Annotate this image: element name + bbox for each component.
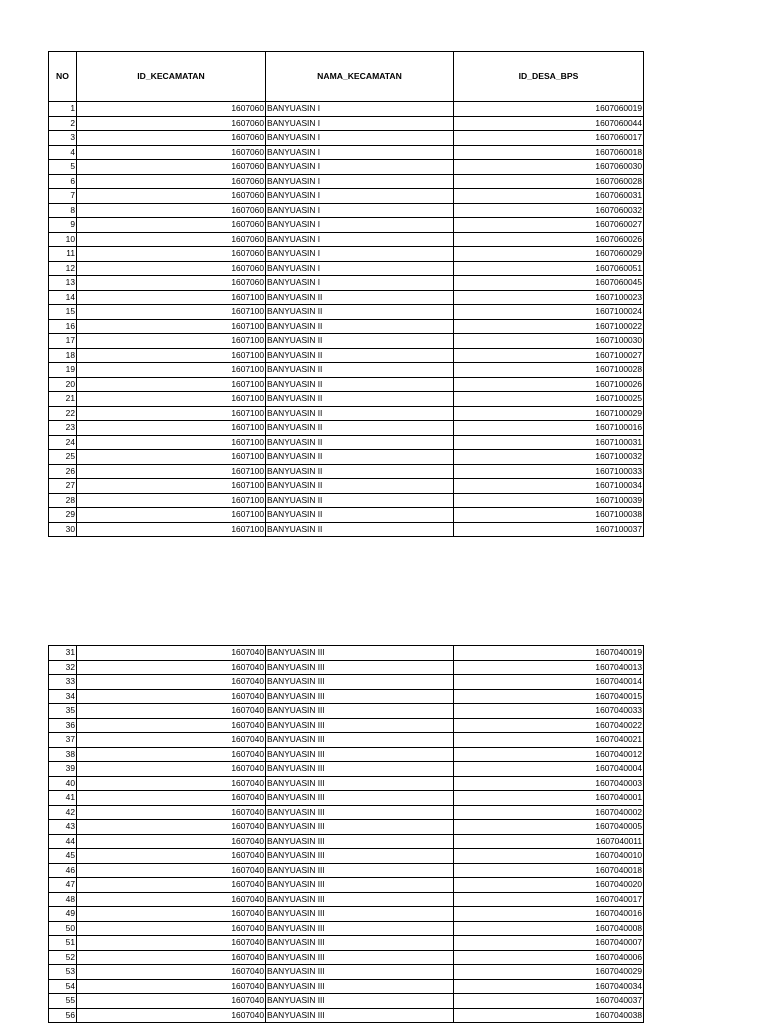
cell-no: 15 xyxy=(49,305,77,320)
cell-nama-kecamatan: BANYUASIN II xyxy=(266,493,454,508)
cell-id-kecamatan: 1607100 xyxy=(77,406,266,421)
table-row xyxy=(49,131,644,146)
table-row xyxy=(49,116,644,131)
cell-id-kecamatan: 1607060 xyxy=(77,203,266,218)
cell-no: 28 xyxy=(49,493,77,508)
table-row xyxy=(49,704,644,719)
cell-no: 53 xyxy=(49,965,77,980)
cell-id-kecamatan: 1607060 xyxy=(77,261,266,276)
table-row xyxy=(49,479,644,494)
cell-id-kecamatan: 1607060 xyxy=(77,145,266,160)
cell-id-kecamatan: 1607100 xyxy=(77,479,266,494)
cell-id-desa-bps: 1607040034 xyxy=(454,979,644,994)
cell-id-desa-bps: 1607060019 xyxy=(454,102,644,117)
table-row xyxy=(49,493,644,508)
cell-id-desa-bps: 1607040006 xyxy=(454,950,644,965)
table-row xyxy=(49,145,644,160)
table-row xyxy=(49,218,644,233)
cell-id-desa-bps: 1607040012 xyxy=(454,747,644,762)
table-row xyxy=(49,675,644,690)
cell-no: 48 xyxy=(49,892,77,907)
cell-no: 36 xyxy=(49,718,77,733)
cell-no: 13 xyxy=(49,276,77,291)
table-row xyxy=(49,508,644,523)
table-row xyxy=(49,834,644,849)
cell-no: 56 xyxy=(49,1008,77,1023)
cell-nama-kecamatan: BANYUASIN III xyxy=(266,675,454,690)
cell-nama-kecamatan: BANYUASIN I xyxy=(266,276,454,291)
cell-id-kecamatan: 1607040 xyxy=(77,747,266,762)
cell-no: 31 xyxy=(49,646,77,661)
cell-id-desa-bps: 1607060018 xyxy=(454,145,644,160)
cell-id-kecamatan: 1607100 xyxy=(77,363,266,378)
table-row xyxy=(49,189,644,204)
cell-id-kecamatan: 1607100 xyxy=(77,435,266,450)
cell-nama-kecamatan: BANYUASIN II xyxy=(266,508,454,523)
cell-no: 32 xyxy=(49,660,77,675)
cell-id-kecamatan: 1607040 xyxy=(77,704,266,719)
cell-id-desa-bps: 1607100038 xyxy=(454,508,644,523)
cell-id-kecamatan: 1607040 xyxy=(77,849,266,864)
data-table-top xyxy=(48,51,644,537)
table-row xyxy=(49,921,644,936)
cell-no: 24 xyxy=(49,435,77,450)
cell-id-desa-bps: 1607040015 xyxy=(454,689,644,704)
cell-id-kecamatan: 1607100 xyxy=(77,508,266,523)
table-row xyxy=(49,979,644,994)
cell-id-kecamatan: 1607060 xyxy=(77,218,266,233)
cell-nama-kecamatan: BANYUASIN III xyxy=(266,979,454,994)
cell-id-kecamatan: 1607040 xyxy=(77,878,266,893)
cell-nama-kecamatan: BANYUASIN III xyxy=(266,776,454,791)
table-row xyxy=(49,936,644,951)
cell-no: 51 xyxy=(49,936,77,951)
cell-id-kecamatan: 1607040 xyxy=(77,936,266,951)
cell-nama-kecamatan: BANYUASIN I xyxy=(266,102,454,117)
cell-nama-kecamatan: BANYUASIN I xyxy=(266,261,454,276)
cell-id-kecamatan: 1607040 xyxy=(77,921,266,936)
table-row xyxy=(49,261,644,276)
table-row xyxy=(49,232,644,247)
cell-id-desa-bps: 1607060031 xyxy=(454,189,644,204)
cell-nama-kecamatan: BANYUASIN III xyxy=(266,704,454,719)
cell-id-kecamatan: 1607040 xyxy=(77,660,266,675)
table-row xyxy=(49,247,644,262)
cell-nama-kecamatan: BANYUASIN I xyxy=(266,203,454,218)
cell-id-desa-bps: 1607100023 xyxy=(454,290,644,305)
cell-nama-kecamatan: BANYUASIN II xyxy=(266,363,454,378)
cell-nama-kecamatan: BANYUASIN II xyxy=(266,290,454,305)
cell-id-desa-bps: 1607100033 xyxy=(454,464,644,479)
cell-no: 19 xyxy=(49,363,77,378)
cell-id-kecamatan: 1607100 xyxy=(77,334,266,349)
cell-no: 1 xyxy=(49,102,77,117)
cell-no: 12 xyxy=(49,261,77,276)
cell-id-kecamatan: 1607060 xyxy=(77,131,266,146)
cell-no: 46 xyxy=(49,863,77,878)
table-row xyxy=(49,863,644,878)
cell-id-kecamatan: 1607060 xyxy=(77,102,266,117)
cell-id-kecamatan: 1607100 xyxy=(77,450,266,465)
cell-id-desa-bps: 1607100025 xyxy=(454,392,644,407)
cell-id-kecamatan: 1607060 xyxy=(77,160,266,175)
cell-no: 25 xyxy=(49,450,77,465)
cell-id-kecamatan: 1607100 xyxy=(77,464,266,479)
cell-no: 4 xyxy=(49,145,77,160)
cell-id-desa-bps: 1607040018 xyxy=(454,863,644,878)
cell-id-kecamatan: 1607100 xyxy=(77,392,266,407)
cell-no: 5 xyxy=(49,160,77,175)
cell-id-kecamatan: 1607040 xyxy=(77,834,266,849)
cell-no: 45 xyxy=(49,849,77,864)
table-row xyxy=(49,406,644,421)
cell-nama-kecamatan: BANYUASIN I xyxy=(266,218,454,233)
header-id-kecamatan: ID_KECAMATAN xyxy=(77,52,266,102)
cell-no: 52 xyxy=(49,950,77,965)
cell-no: 50 xyxy=(49,921,77,936)
cell-id-kecamatan: 1607100 xyxy=(77,290,266,305)
cell-id-desa-bps: 1607040016 xyxy=(454,907,644,922)
cell-nama-kecamatan: BANYUASIN III xyxy=(266,834,454,849)
cell-id-desa-bps: 1607100031 xyxy=(454,435,644,450)
table-body-top xyxy=(49,102,644,537)
cell-nama-kecamatan: BANYUASIN II xyxy=(266,479,454,494)
header-no: NO xyxy=(49,52,77,102)
cell-nama-kecamatan: BANYUASIN II xyxy=(266,392,454,407)
cell-id-desa-bps: 1607060044 xyxy=(454,116,644,131)
cell-no: 43 xyxy=(49,820,77,835)
cell-nama-kecamatan: BANYUASIN II xyxy=(266,450,454,465)
table-row xyxy=(49,878,644,893)
table-row xyxy=(49,392,644,407)
cell-id-desa-bps: 1607100028 xyxy=(454,363,644,378)
cell-id-desa-bps: 1607060027 xyxy=(454,218,644,233)
cell-nama-kecamatan: BANYUASIN I xyxy=(266,189,454,204)
cell-id-desa-bps: 1607040013 xyxy=(454,660,644,675)
cell-id-kecamatan: 1607040 xyxy=(77,892,266,907)
cell-nama-kecamatan: BANYUASIN III xyxy=(266,718,454,733)
cell-id-desa-bps: 1607040011 xyxy=(454,834,644,849)
cell-nama-kecamatan: BANYUASIN II xyxy=(266,464,454,479)
cell-id-kecamatan: 1607040 xyxy=(77,1008,266,1023)
cell-id-desa-bps: 1607100024 xyxy=(454,305,644,320)
cell-id-kecamatan: 1607100 xyxy=(77,493,266,508)
cell-id-desa-bps: 1607060017 xyxy=(454,131,644,146)
cell-nama-kecamatan: BANYUASIN I xyxy=(266,145,454,160)
cell-no: 33 xyxy=(49,675,77,690)
cell-no: 8 xyxy=(49,203,77,218)
cell-id-desa-bps: 1607040029 xyxy=(454,965,644,980)
table-row xyxy=(49,805,644,820)
cell-no: 26 xyxy=(49,464,77,479)
cell-id-desa-bps: 1607040005 xyxy=(454,820,644,835)
cell-no: 38 xyxy=(49,747,77,762)
cell-no: 22 xyxy=(49,406,77,421)
cell-id-desa-bps: 1607040004 xyxy=(454,762,644,777)
cell-id-kecamatan: 1607040 xyxy=(77,820,266,835)
cell-id-kecamatan: 1607040 xyxy=(77,805,266,820)
cell-nama-kecamatan: BANYUASIN III xyxy=(266,994,454,1009)
cell-id-desa-bps: 1607040020 xyxy=(454,878,644,893)
cell-nama-kecamatan: BANYUASIN II xyxy=(266,305,454,320)
table-row xyxy=(49,646,644,661)
cell-nama-kecamatan: BANYUASIN III xyxy=(266,849,454,864)
cell-id-desa-bps: 1607060032 xyxy=(454,203,644,218)
cell-no: 40 xyxy=(49,776,77,791)
cell-id-kecamatan: 1607060 xyxy=(77,116,266,131)
cell-no: 34 xyxy=(49,689,77,704)
cell-id-desa-bps: 1607060045 xyxy=(454,276,644,291)
cell-no: 6 xyxy=(49,174,77,189)
cell-id-kecamatan: 1607040 xyxy=(77,733,266,748)
cell-no: 3 xyxy=(49,131,77,146)
cell-nama-kecamatan: BANYUASIN II xyxy=(266,421,454,436)
cell-id-kecamatan: 1607100 xyxy=(77,522,266,537)
cell-nama-kecamatan: BANYUASIN III xyxy=(266,805,454,820)
cell-id-desa-bps: 1607040019 xyxy=(454,646,644,661)
cell-id-kecamatan: 1607040 xyxy=(77,863,266,878)
cell-id-kecamatan: 1607100 xyxy=(77,348,266,363)
table-row xyxy=(49,276,644,291)
table-row xyxy=(49,849,644,864)
cell-id-kecamatan: 1607100 xyxy=(77,377,266,392)
cell-id-desa-bps: 1607040037 xyxy=(454,994,644,1009)
cell-id-desa-bps: 1607060051 xyxy=(454,261,644,276)
cell-nama-kecamatan: BANYUASIN III xyxy=(266,863,454,878)
cell-nama-kecamatan: BANYUASIN I xyxy=(266,247,454,262)
cell-id-desa-bps: 1607100027 xyxy=(454,348,644,363)
table-row xyxy=(49,421,644,436)
cell-nama-kecamatan: BANYUASIN II xyxy=(266,522,454,537)
cell-id-desa-bps: 1607040001 xyxy=(454,791,644,806)
cell-id-kecamatan: 1607040 xyxy=(77,950,266,965)
table-row xyxy=(49,718,644,733)
cell-id-kecamatan: 1607100 xyxy=(77,305,266,320)
cell-no: 7 xyxy=(49,189,77,204)
cell-id-desa-bps: 1607040033 xyxy=(454,704,644,719)
cell-id-kecamatan: 1607040 xyxy=(77,907,266,922)
table-row xyxy=(49,102,644,117)
cell-id-desa-bps: 1607040014 xyxy=(454,675,644,690)
header-row xyxy=(49,52,644,102)
cell-id-desa-bps: 1607040022 xyxy=(454,718,644,733)
table-row xyxy=(49,965,644,980)
cell-nama-kecamatan: BANYUASIN III xyxy=(266,907,454,922)
cell-id-kecamatan: 1607060 xyxy=(77,247,266,262)
cell-id-desa-bps: 1607040010 xyxy=(454,849,644,864)
cell-nama-kecamatan: BANYUASIN II xyxy=(266,334,454,349)
table-row xyxy=(49,689,644,704)
table-row xyxy=(49,791,644,806)
cell-nama-kecamatan: BANYUASIN I xyxy=(266,160,454,175)
cell-id-desa-bps: 1607100022 xyxy=(454,319,644,334)
cell-id-desa-bps: 1607060028 xyxy=(454,174,644,189)
table-row xyxy=(49,305,644,320)
cell-nama-kecamatan: BANYUASIN II xyxy=(266,348,454,363)
table-row xyxy=(49,522,644,537)
cell-no: 44 xyxy=(49,834,77,849)
cell-no: 17 xyxy=(49,334,77,349)
cell-id-kecamatan: 1607040 xyxy=(77,979,266,994)
table-body-bottom xyxy=(49,646,644,1023)
table-row xyxy=(49,950,644,965)
cell-id-kecamatan: 1607040 xyxy=(77,718,266,733)
cell-id-desa-bps: 1607100039 xyxy=(454,493,644,508)
table-row xyxy=(49,363,644,378)
cell-nama-kecamatan: BANYUASIN III xyxy=(266,878,454,893)
cell-id-kecamatan: 1607040 xyxy=(77,646,266,661)
table-row xyxy=(49,733,644,748)
cell-no: 42 xyxy=(49,805,77,820)
table-row xyxy=(49,377,644,392)
cell-nama-kecamatan: BANYUASIN III xyxy=(266,646,454,661)
cell-id-kecamatan: 1607040 xyxy=(77,675,266,690)
cell-nama-kecamatan: BANYUASIN III xyxy=(266,1008,454,1023)
cell-id-desa-bps: 1607100032 xyxy=(454,450,644,465)
cell-id-desa-bps: 1607100029 xyxy=(454,406,644,421)
cell-id-desa-bps: 1607040038 xyxy=(454,1008,644,1023)
table-row xyxy=(49,907,644,922)
table-row xyxy=(49,820,644,835)
cell-nama-kecamatan: BANYUASIN II xyxy=(266,319,454,334)
table-row xyxy=(49,348,644,363)
header-id-desa-bps: ID_DESA_BPS xyxy=(454,52,644,102)
cell-id-kecamatan: 1607040 xyxy=(77,762,266,777)
cell-id-kecamatan: 1607040 xyxy=(77,776,266,791)
table-row xyxy=(49,464,644,479)
cell-id-desa-bps: 1607060030 xyxy=(454,160,644,175)
cell-no: 2 xyxy=(49,116,77,131)
cell-id-desa-bps: 1607040008 xyxy=(454,921,644,936)
table-row xyxy=(49,660,644,675)
cell-id-desa-bps: 1607100016 xyxy=(454,421,644,436)
cell-nama-kecamatan: BANYUASIN I xyxy=(266,174,454,189)
cell-nama-kecamatan: BANYUASIN III xyxy=(266,936,454,951)
table-row xyxy=(49,450,644,465)
cell-no: 23 xyxy=(49,421,77,436)
cell-id-desa-bps: 1607100034 xyxy=(454,479,644,494)
cell-nama-kecamatan: BANYUASIN I xyxy=(266,131,454,146)
data-table-bottom xyxy=(48,645,644,1023)
table-row xyxy=(49,994,644,1009)
cell-no: 11 xyxy=(49,247,77,262)
cell-id-kecamatan: 1607100 xyxy=(77,421,266,436)
cell-id-kecamatan: 1607100 xyxy=(77,319,266,334)
table-row xyxy=(49,203,644,218)
cell-id-desa-bps: 1607040021 xyxy=(454,733,644,748)
cell-nama-kecamatan: BANYUASIN III xyxy=(266,762,454,777)
cell-no: 9 xyxy=(49,218,77,233)
cell-no: 29 xyxy=(49,508,77,523)
cell-id-desa-bps: 1607040007 xyxy=(454,936,644,951)
table-row xyxy=(49,174,644,189)
cell-id-kecamatan: 1607060 xyxy=(77,174,266,189)
cell-nama-kecamatan: BANYUASIN I xyxy=(266,116,454,131)
cell-no: 55 xyxy=(49,994,77,1009)
cell-no: 39 xyxy=(49,762,77,777)
table-row xyxy=(49,776,644,791)
cell-id-kecamatan: 1607040 xyxy=(77,791,266,806)
cell-id-kecamatan: 1607060 xyxy=(77,276,266,291)
cell-nama-kecamatan: BANYUASIN III xyxy=(266,921,454,936)
cell-no: 20 xyxy=(49,377,77,392)
cell-no: 16 xyxy=(49,319,77,334)
table-row xyxy=(49,160,644,175)
cell-nama-kecamatan: BANYUASIN III xyxy=(266,820,454,835)
table-row xyxy=(49,1008,644,1023)
table-row xyxy=(49,892,644,907)
cell-nama-kecamatan: BANYUASIN III xyxy=(266,965,454,980)
cell-no: 21 xyxy=(49,392,77,407)
cell-nama-kecamatan: BANYUASIN II xyxy=(266,377,454,392)
cell-no: 49 xyxy=(49,907,77,922)
cell-id-desa-bps: 1607100037 xyxy=(454,522,644,537)
cell-no: 30 xyxy=(49,522,77,537)
table-row xyxy=(49,762,644,777)
table-row xyxy=(49,334,644,349)
cell-id-kecamatan: 1607040 xyxy=(77,689,266,704)
cell-id-kecamatan: 1607040 xyxy=(77,965,266,980)
cell-id-kecamatan: 1607040 xyxy=(77,994,266,1009)
cell-id-desa-bps: 1607100030 xyxy=(454,334,644,349)
cell-id-kecamatan: 1607060 xyxy=(77,232,266,247)
header-nama-kecamatan: NAMA_KECAMATAN xyxy=(266,52,454,102)
cell-nama-kecamatan: BANYUASIN III xyxy=(266,733,454,748)
cell-id-desa-bps: 1607040003 xyxy=(454,776,644,791)
cell-no: 35 xyxy=(49,704,77,719)
cell-id-desa-bps: 1607040017 xyxy=(454,892,644,907)
table-row xyxy=(49,435,644,450)
cell-nama-kecamatan: BANYUASIN III xyxy=(266,892,454,907)
cell-no: 47 xyxy=(49,878,77,893)
cell-nama-kecamatan: BANYUASIN III xyxy=(266,660,454,675)
cell-no: 54 xyxy=(49,979,77,994)
cell-id-desa-bps: 1607040002 xyxy=(454,805,644,820)
table-row xyxy=(49,747,644,762)
cell-no: 41 xyxy=(49,791,77,806)
table-row xyxy=(49,319,644,334)
cell-no: 27 xyxy=(49,479,77,494)
cell-nama-kecamatan: BANYUASIN II xyxy=(266,406,454,421)
cell-id-kecamatan: 1607060 xyxy=(77,189,266,204)
cell-no: 37 xyxy=(49,733,77,748)
cell-nama-kecamatan: BANYUASIN II xyxy=(266,435,454,450)
cell-no: 10 xyxy=(49,232,77,247)
cell-no: 14 xyxy=(49,290,77,305)
table-row xyxy=(49,290,644,305)
cell-id-desa-bps: 1607060029 xyxy=(454,247,644,262)
cell-nama-kecamatan: BANYUASIN I xyxy=(266,232,454,247)
cell-id-desa-bps: 1607060026 xyxy=(454,232,644,247)
cell-nama-kecamatan: BANYUASIN III xyxy=(266,950,454,965)
cell-nama-kecamatan: BANYUASIN III xyxy=(266,689,454,704)
cell-no: 18 xyxy=(49,348,77,363)
cell-nama-kecamatan: BANYUASIN III xyxy=(266,791,454,806)
cell-nama-kecamatan: BANYUASIN III xyxy=(266,747,454,762)
cell-id-desa-bps: 1607100026 xyxy=(454,377,644,392)
